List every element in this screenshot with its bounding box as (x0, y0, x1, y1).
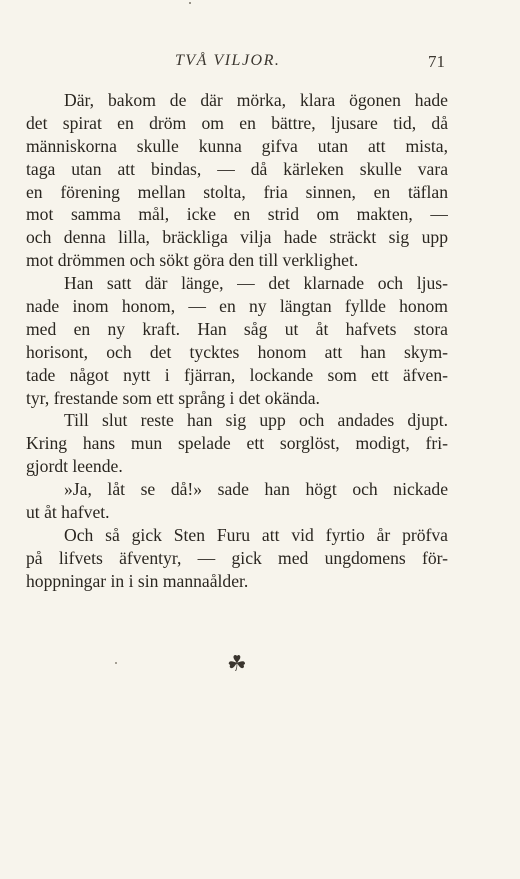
running-head (0, 52, 520, 76)
text-line: Han satt där länge, — det klarnade och ljus- (64, 273, 448, 294)
text-line: och denna lilla, bräckliga vilja hade sträckt sig upp (26, 227, 448, 248)
page-number: 71 (428, 52, 445, 71)
text-line: med en ny kraft. Han såg ut åt hafvets stora (26, 318, 448, 339)
text-line: gjordt leende. (26, 456, 123, 477)
text-line: Kring hans mun spelade ett sorglöst, modigt, fri- (26, 433, 448, 454)
text-line: taga utan att bindas, — då kärleken skulle vara (26, 158, 448, 179)
text-line: människorna skulle kunna gifva utan att mista, (26, 135, 448, 156)
text-line: tyr, frestande som ett språng i det okända. (26, 387, 320, 408)
text-line: mot samma mål, icke en strid om makten, — (26, 204, 448, 225)
text-line: Och så gick Sten Furu att vid fyrtio år pröfva (64, 524, 448, 545)
print-speck (115, 662, 117, 664)
text-line: hoppningar in i sin mannaålder. (26, 570, 249, 591)
text-line: Till slut reste han sig upp och andades djupt. (64, 410, 448, 431)
text-line: på lifvets äfventyr, — gick med ungdomens för- (26, 547, 448, 568)
text-line: ut åt hafvet. (26, 502, 110, 523)
body-text (26, 89, 448, 593)
text-line: tade något nytt i fjärran, lockande som ett äfven- (26, 364, 448, 385)
text-line: mot drömmen och sökt göra den till verklighet. (26, 250, 359, 271)
text-line: nade inom honom, — en ny längtan fyllde honom (26, 296, 448, 317)
text-line: det spirat en dröm om en bättre, ljusare tid, då (26, 112, 448, 133)
text-line: horisont, och det tycktes honom att han skym- (26, 341, 448, 362)
text-line: en förening mellan stolta, fria sinnen, en täflan (26, 181, 448, 202)
text-line: »Ja, låt se då!» sade han högt och nickade (64, 479, 448, 500)
clover-ornament-icon: ☘ (227, 651, 247, 676)
print-speck (189, 2, 191, 4)
text-line: Där, bakom de där mörka, klara ögonen hade (64, 90, 448, 110)
running-title: TVÅ VILJOR. (175, 52, 281, 69)
